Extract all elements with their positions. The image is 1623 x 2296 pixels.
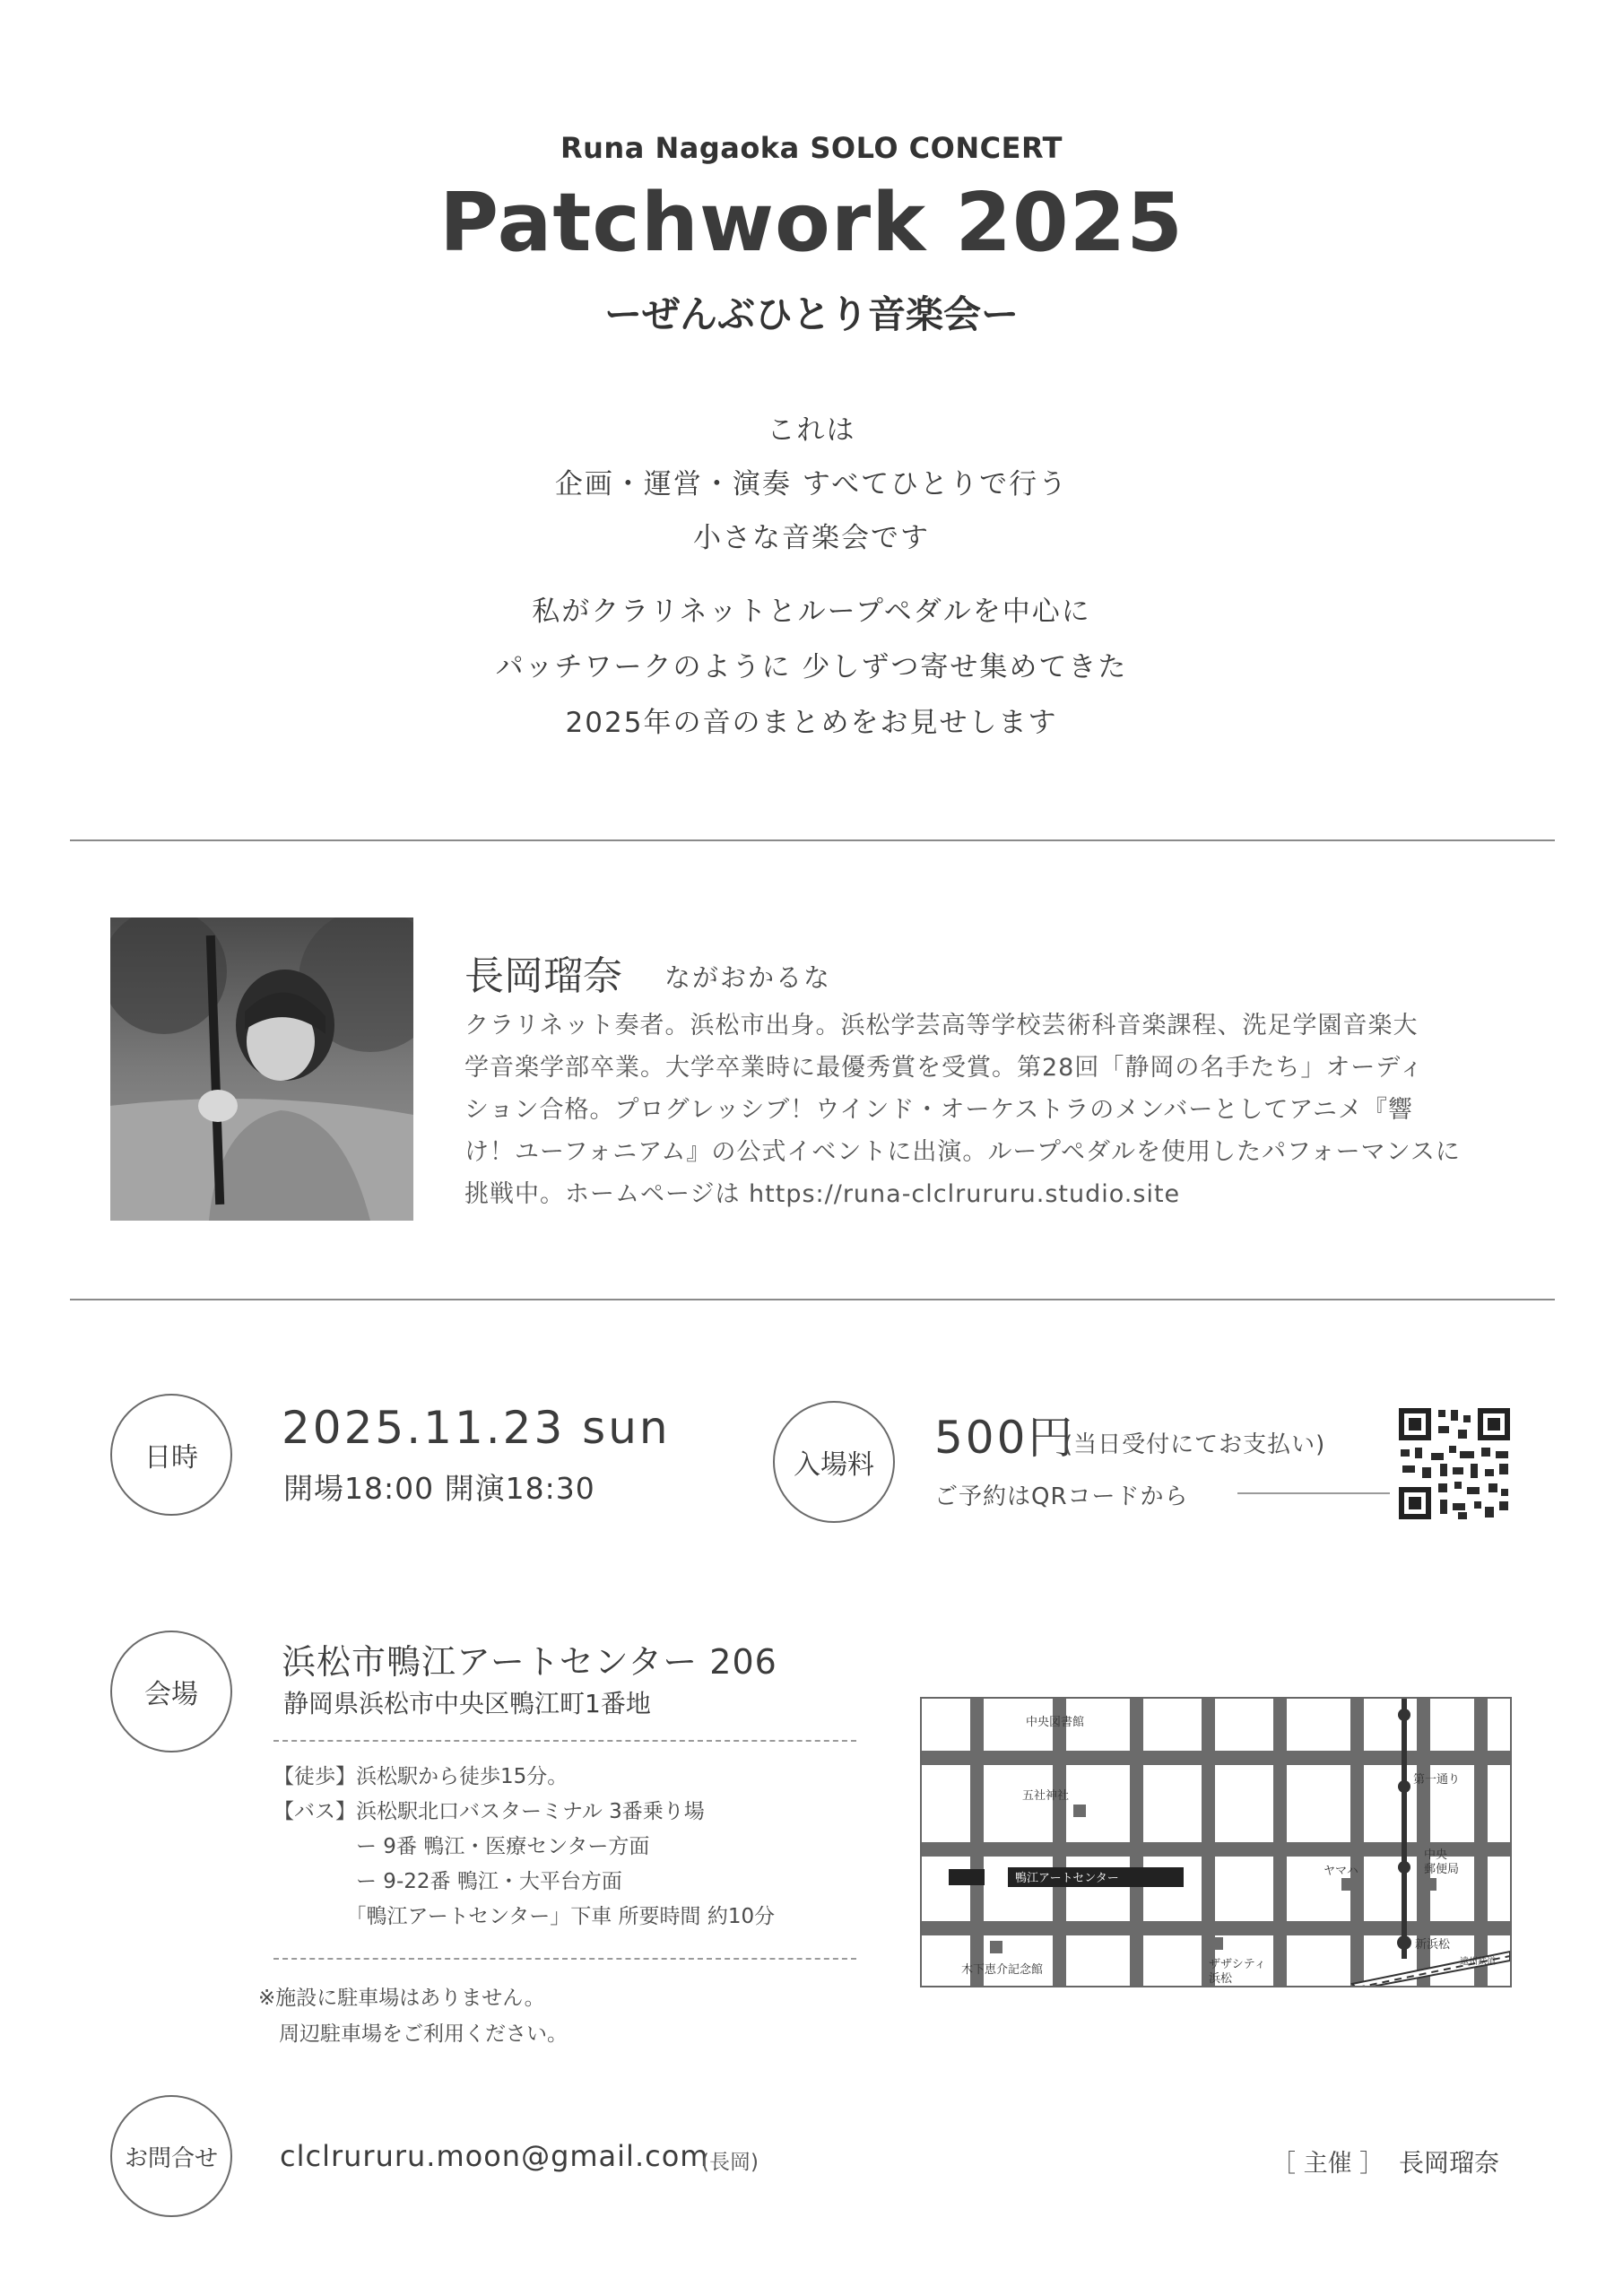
parking-line: ※施設に駐車場はありません。 <box>258 1987 545 2010</box>
map-zaza-label: ザザシティ <box>1209 1958 1266 1971</box>
access-line: 【徒歩】浜松駅から徒歩15分。 <box>273 1765 568 1788</box>
map-shinhamamatsu-label: 新浜松 <box>1415 1938 1451 1952</box>
intro-line: 私がクラリネットとループペダルを中心に <box>532 596 1091 628</box>
access-divider-top <box>273 1740 856 1742</box>
divider <box>70 839 1555 841</box>
map-library-label: 中央図書館 <box>1026 1716 1085 1729</box>
access-line: ー 9-22番 鴨江・大平台方面 <box>273 1870 622 1893</box>
venue-label: 会場 <box>110 1631 232 1752</box>
map-kinoshita-label: 木下恵介記念館 <box>961 1963 1044 1977</box>
map-shrine-label: 五社神社 <box>1022 1789 1070 1803</box>
access-info <box>273 1760 775 1935</box>
intro-line: 企画・運営・演奏 すべてひとりで行う <box>554 468 1069 500</box>
performer-kana: ながおかるな <box>664 962 832 993</box>
bio-line: ション合格。プログレッシブ！ウインド・オーケストラのメンバーとしてアニメ『響 <box>464 1096 1414 1124</box>
performer-photo <box>110 918 413 1221</box>
venue-map <box>920 1697 1512 1987</box>
organizer-label: ［ 主催 ］ <box>1271 2150 1384 2178</box>
qr-code[interactable] <box>1395 1405 1514 1523</box>
bio-line: け！ユーフォニアム』の公式イベントに出演。ループペダルを使用したパフォーマンスに <box>464 1138 1461 1166</box>
event-date: 2025.11.23 sun <box>282 1402 671 1454</box>
admission-price: 500円 <box>934 1412 1076 1464</box>
map-venue-label: 鴨江アートセンター <box>1015 1872 1119 1885</box>
parking-line: 周辺駐車場をご利用ください。 <box>258 2022 568 2046</box>
bio-line: 学音楽学部卒業。大学卒業時に最優秀賞を受賞。第28回「静岡の名手たち」オーディ <box>464 1054 1425 1082</box>
access-line: ー 9番 鴨江・医療センター方面 <box>273 1835 650 1858</box>
map-zaza2-label: 浜松 <box>1209 1972 1233 1986</box>
intro-line: 2025年の音のまとめをお見せします <box>565 707 1058 739</box>
intro-line: パッチワークのように 少しずつ寄せ集めてきた <box>495 651 1128 683</box>
parking-note <box>258 1980 568 2052</box>
concert-subtitle: Runa Nagaoka SOLO CONCERT <box>560 131 1063 165</box>
intro-line: これは <box>767 414 856 447</box>
bio-line: クラリネット奏者。浜松市出身。浜松学芸高等学校芸術科音楽課程、洗足学園音楽大 <box>464 1012 1419 1039</box>
concert-title: Patchwork 2025 <box>439 176 1184 270</box>
map-post-label: 中央 <box>1424 1848 1448 1862</box>
admission-price-note: (当日受付にてお支払い) <box>1063 1431 1326 1458</box>
event-times: 開場18:00 開演18:30 <box>283 1471 595 1506</box>
venue-name: 浜松市鴨江アートセンター 206 <box>282 1642 777 1682</box>
contact-label: お問合せ <box>110 2095 232 2217</box>
access-line: 「鴨江アートセンター」下車 所要時間 約10分 <box>273 1905 776 1928</box>
reservation-note: ご予約はQRコードから <box>934 1483 1189 1510</box>
contact-email-note: (長岡) <box>701 2151 759 2174</box>
divider <box>70 1299 1555 1300</box>
contact-email[interactable]: clclrururu.moon@gmail.com <box>280 2139 709 2173</box>
reservation-leader-line <box>1237 1492 1390 1494</box>
performer-bio <box>464 1004 1514 1215</box>
datetime-label: 日時 <box>110 1394 232 1516</box>
performer-name: 長岡瑠奈 <box>464 953 622 999</box>
map-post-label-2: 郵便局 <box>1424 1863 1460 1876</box>
access-line: 【バス】浜松駅北口バスターミナル 3番乗り場 <box>273 1800 705 1823</box>
map-railway-label: 遠州鉄道 <box>1460 1957 1496 1967</box>
access-divider-bottom <box>273 1958 856 1960</box>
map-yamaha-label: ヤマハ <box>1324 1865 1358 1878</box>
intro-line: 小さな音楽会です <box>693 522 930 554</box>
bio-line: 挑戦中。ホームページは https://runa-clclrururu.studio.site <box>464 1180 1181 1208</box>
venue-address: 静岡県浜松市中央区鴨江町1番地 <box>283 1689 651 1718</box>
organizer-name: 長岡瑠奈 <box>1399 2148 1500 2178</box>
admission-label: 入場料 <box>773 1401 895 1523</box>
map-daiichi-label: 第一通り <box>1413 1773 1461 1787</box>
concert-tagline: ーぜんぶひとり音楽会ー <box>603 292 1019 336</box>
